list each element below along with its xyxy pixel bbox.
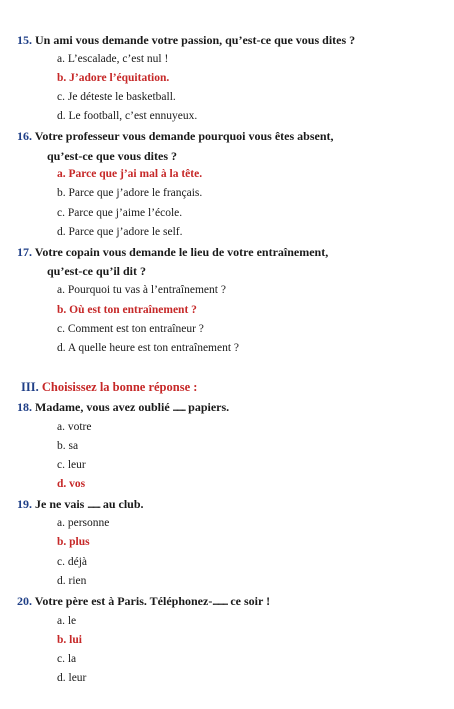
question-text-before: Madame, vous avez oublié	[35, 400, 170, 414]
answer-blank: ............	[212, 597, 228, 607]
question-18	[17, 400, 229, 415]
question-16-continuation: qu’est-ce que vous dites ?	[47, 149, 178, 163]
question-text-before: Je ne vais	[35, 497, 85, 511]
q17-option-a[interactable]: a. Pourquoi tu vas à l’entraînement ?	[57, 284, 226, 296]
q16-option-b[interactable]: b. Parce que j’adore le français.	[57, 187, 203, 199]
q15-option-b-correct[interactable]: b. J’adore l’équitation.	[57, 72, 170, 84]
question-number: 17.	[17, 245, 32, 259]
q15-option-d[interactable]: d. Le football, c’est ennuyeux.	[57, 110, 198, 122]
question-number: 20.	[17, 594, 32, 608]
answer-blank: ..........	[87, 500, 100, 510]
question-text-after: papiers.	[188, 400, 230, 414]
q19-option-a[interactable]: a. personne	[57, 517, 110, 529]
q19-option-d[interactable]: d. rien	[57, 575, 87, 587]
q20-option-b-correct[interactable]: b. lui	[57, 634, 82, 646]
question-17	[17, 245, 328, 259]
q18-option-c[interactable]: c. leur	[57, 459, 86, 471]
question-number: 16.	[17, 129, 32, 143]
q17-option-c[interactable]: c. Comment est ton entraîneur ?	[57, 323, 204, 335]
q19-option-c[interactable]: c. déjà	[57, 556, 88, 568]
section-title: Choisissez la bonne réponse :	[41, 380, 198, 394]
question-17-continuation: qu’est-ce qu’il dit ?	[47, 264, 146, 278]
q15-option-c[interactable]: c. Je déteste le basketball.	[57, 91, 176, 103]
q18-option-a[interactable]: a. votre	[57, 421, 92, 433]
question-text: Votre copain vous demande le lieu de votre entraînement,	[34, 245, 329, 259]
q20-option-a[interactable]: a. le	[57, 615, 77, 627]
q20-option-d[interactable]: d. leur	[57, 672, 87, 684]
section-number: III.	[21, 380, 39, 394]
q16-option-a-correct[interactable]: a. Parce que j’ai mal à la tête.	[57, 168, 203, 180]
question-text: Votre professeur vous demande pourquoi vous êtes absent,	[34, 129, 334, 143]
section-heading	[21, 380, 197, 394]
question-text: Un ami vous demande votre passion, qu’est-ce que vous dites ?	[35, 33, 356, 47]
q15-option-a[interactable]: a. L’escalade, c’est nul !	[57, 53, 169, 65]
question-number: 19.	[17, 497, 32, 511]
q20-option-c[interactable]: c. la	[57, 653, 77, 665]
q17-option-b-correct[interactable]: b. Où est ton entraînement ?	[57, 304, 197, 316]
q18-option-d-correct[interactable]: d. vos	[57, 478, 86, 490]
q16-option-c[interactable]: c. Parce que j’aime l’école.	[57, 207, 183, 219]
question-15	[17, 33, 355, 47]
q16-option-d[interactable]: d. Parce que j’adore le self.	[57, 226, 183, 238]
question-16	[17, 129, 334, 143]
question-20	[17, 594, 270, 609]
answer-blank: ..........	[172, 403, 186, 413]
question-number: 15.	[17, 33, 32, 47]
q18-option-b[interactable]: b. sa	[57, 440, 79, 452]
question-text-before: Votre père est à Paris. Téléphonez-	[34, 594, 213, 608]
question-text-after: ce soir !	[230, 594, 271, 608]
question-text-after: au club.	[102, 497, 144, 511]
question-19	[17, 497, 144, 512]
question-number: 18.	[17, 400, 32, 414]
q19-option-b-correct[interactable]: b. plus	[57, 536, 90, 548]
q17-option-d[interactable]: d. A quelle heure est ton entraînement ?	[57, 342, 240, 354]
